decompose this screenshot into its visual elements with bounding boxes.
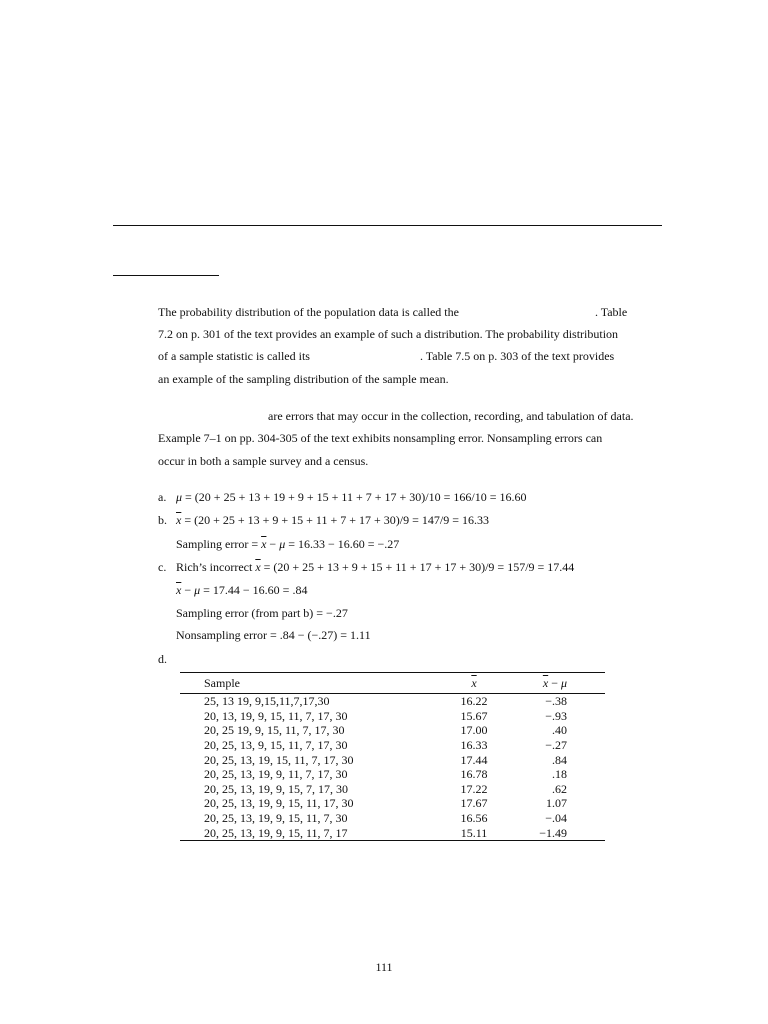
difference-cell: −.27: [545, 738, 567, 753]
difference-value: = 17.44 − 16.60 = .84: [200, 583, 308, 597]
sample-cell: 20, 25, 13, 9, 15, 11, 7, 17, 30: [204, 738, 348, 753]
xbar-symbol: $\overline{x}$: [176, 513, 182, 527]
difference-cell: .18: [552, 767, 567, 782]
difference-cell: −.04: [545, 811, 567, 826]
difference-cell: 1.07: [546, 796, 567, 811]
difference-cell: −.38: [545, 694, 567, 709]
text-line: an example of the sampling distribution of the sample mean.: [158, 372, 449, 386]
text-line: The probability distribution of the population data is called the: [158, 305, 459, 319]
difference-cell: .40: [552, 723, 567, 738]
text-line: 7.2 on p. 301 of the text provides an example of such a distribution. The probability distribution: [158, 327, 619, 341]
answer-c-label: c.: [158, 560, 167, 574]
answer-c-difference: [176, 583, 307, 598]
answer-b-sampling-error: [176, 537, 399, 552]
mu-symbol: μ: [560, 675, 567, 690]
section-rule: [113, 275, 219, 276]
sampling-error-label: Sampling error =: [176, 537, 262, 551]
xbar-cell: 17.00: [460, 723, 488, 738]
minus-sign: −: [181, 583, 195, 597]
mu-symbol: μ: [279, 537, 286, 551]
column-header-difference: [524, 673, 605, 694]
table-row: [180, 782, 605, 797]
table-row: [180, 752, 605, 767]
minus-sign: −: [266, 537, 280, 551]
sample-cell: 20, 25, 13, 19, 9, 11, 7, 17, 30: [204, 767, 348, 782]
answer-d-label: d.: [158, 652, 167, 666]
xbar-cell: 15.11: [460, 825, 488, 840]
answer-c-nonsampling-error: Nonsampling error = .84 − (−.27) = 1.11: [176, 628, 371, 642]
column-header-sample: Sample: [180, 673, 424, 694]
xbar-symbol: $\overline{x}$: [255, 560, 261, 574]
samples-table: [180, 672, 605, 841]
table-row: [180, 738, 605, 753]
xbar-cell: 16.33: [460, 738, 488, 753]
sample-cell: 20, 25, 13, 19, 9, 15, 11, 7, 17: [204, 825, 348, 840]
table-row: [180, 709, 605, 724]
xbar-cell: 17.22: [460, 781, 488, 796]
answer-b-text: = (20 + 25 + 13 + 9 + 15 + 11 + 7 + 17 + 30)/9 = 147/9 = 16.33: [181, 513, 489, 527]
xbar-cell: 16.78: [460, 767, 488, 782]
mu-symbol: μ: [176, 490, 183, 504]
text-line: . Table: [594, 305, 628, 319]
table-row: [180, 767, 605, 782]
table-row: [180, 723, 605, 738]
sample-cell: 20, 13, 19, 9, 15, 11, 7, 17, 30: [204, 708, 348, 723]
page-number: 111: [375, 960, 393, 974]
text-line: are errors that may occur in the collection, recording, and tabulation of data.: [268, 409, 634, 423]
answer-c-sampling-error: Sampling error (from part b) = −.27: [176, 606, 348, 620]
text-line: occur in both a sample survey and a census.: [158, 454, 369, 468]
header-rule: [113, 225, 662, 226]
xbar-cell: 16.56: [460, 811, 488, 826]
text-line: Example 7–1 on pp. 304-305 of the text exhibits nonsampling error. Nonsampling errors can: [158, 431, 603, 445]
mu-symbol: μ: [194, 583, 201, 597]
table-row: [180, 811, 605, 826]
xbar-symbol: $\overline{x}$: [471, 675, 477, 690]
xbar-cell: 15.67: [460, 708, 488, 723]
xbar-symbol: $\overline{x}$: [261, 537, 267, 551]
xbar-symbol: $\overline{x}$: [542, 675, 549, 690]
difference-cell: .84: [552, 752, 567, 767]
answer-c-text: = (20 + 25 + 13 + 9 + 15 + 11 + 17 + 17 + 30)/9 = 157/9 = 17.44: [260, 560, 575, 574]
sample-cell: 20, 25, 13, 19, 9, 15, 7, 17, 30: [204, 781, 348, 796]
answer-b-label: b.: [158, 513, 167, 527]
table-row: [180, 796, 605, 811]
answer-a-label: a.: [158, 490, 167, 504]
answer-a: [176, 490, 526, 505]
table-header-row: [180, 673, 605, 694]
column-header-xbar: [424, 673, 524, 694]
sampling-error-value: = 16.33 − 16.60 = −.27: [285, 537, 400, 551]
sample-cell: 20, 25, 13, 19, 9, 15, 11, 7, 30: [204, 811, 348, 826]
difference-cell: .62: [552, 781, 567, 796]
difference-cell: −.93: [545, 708, 567, 723]
answer-a-text: = (20 + 25 + 13 + 19 + 9 + 15 + 11 + 7 + 17 + 30)/10 = 166/10 = 16.60: [182, 490, 527, 504]
minus-sign: −: [548, 675, 561, 690]
sample-cell: 20, 25 19, 9, 15, 11, 7, 17, 30: [204, 723, 345, 738]
sample-cell: 25, 13 19, 9,15,11,7,17,30: [204, 694, 330, 709]
text-line: of a sample statistic is called its: [158, 349, 310, 363]
answer-c-prefix: Rich’s incorrect: [176, 560, 256, 574]
text-line: . Table 7.5 on p. 303 of the text provides: [419, 349, 615, 363]
sample-cell: 20, 25, 13, 19, 15, 11, 7, 17, 30: [204, 752, 354, 767]
xbar-cell: 17.67: [460, 796, 488, 811]
xbar-symbol: $\overline{x}$: [176, 583, 182, 597]
xbar-cell: 16.22: [460, 694, 488, 709]
table-row: [180, 825, 605, 840]
answer-c: [176, 560, 574, 575]
difference-cell: −1.49: [539, 825, 567, 840]
sample-cell: 20, 25, 13, 19, 9, 15, 11, 17, 30: [204, 796, 354, 811]
xbar-cell: 17.44: [460, 752, 488, 767]
answer-b: [176, 513, 489, 528]
table-row: [180, 694, 605, 709]
